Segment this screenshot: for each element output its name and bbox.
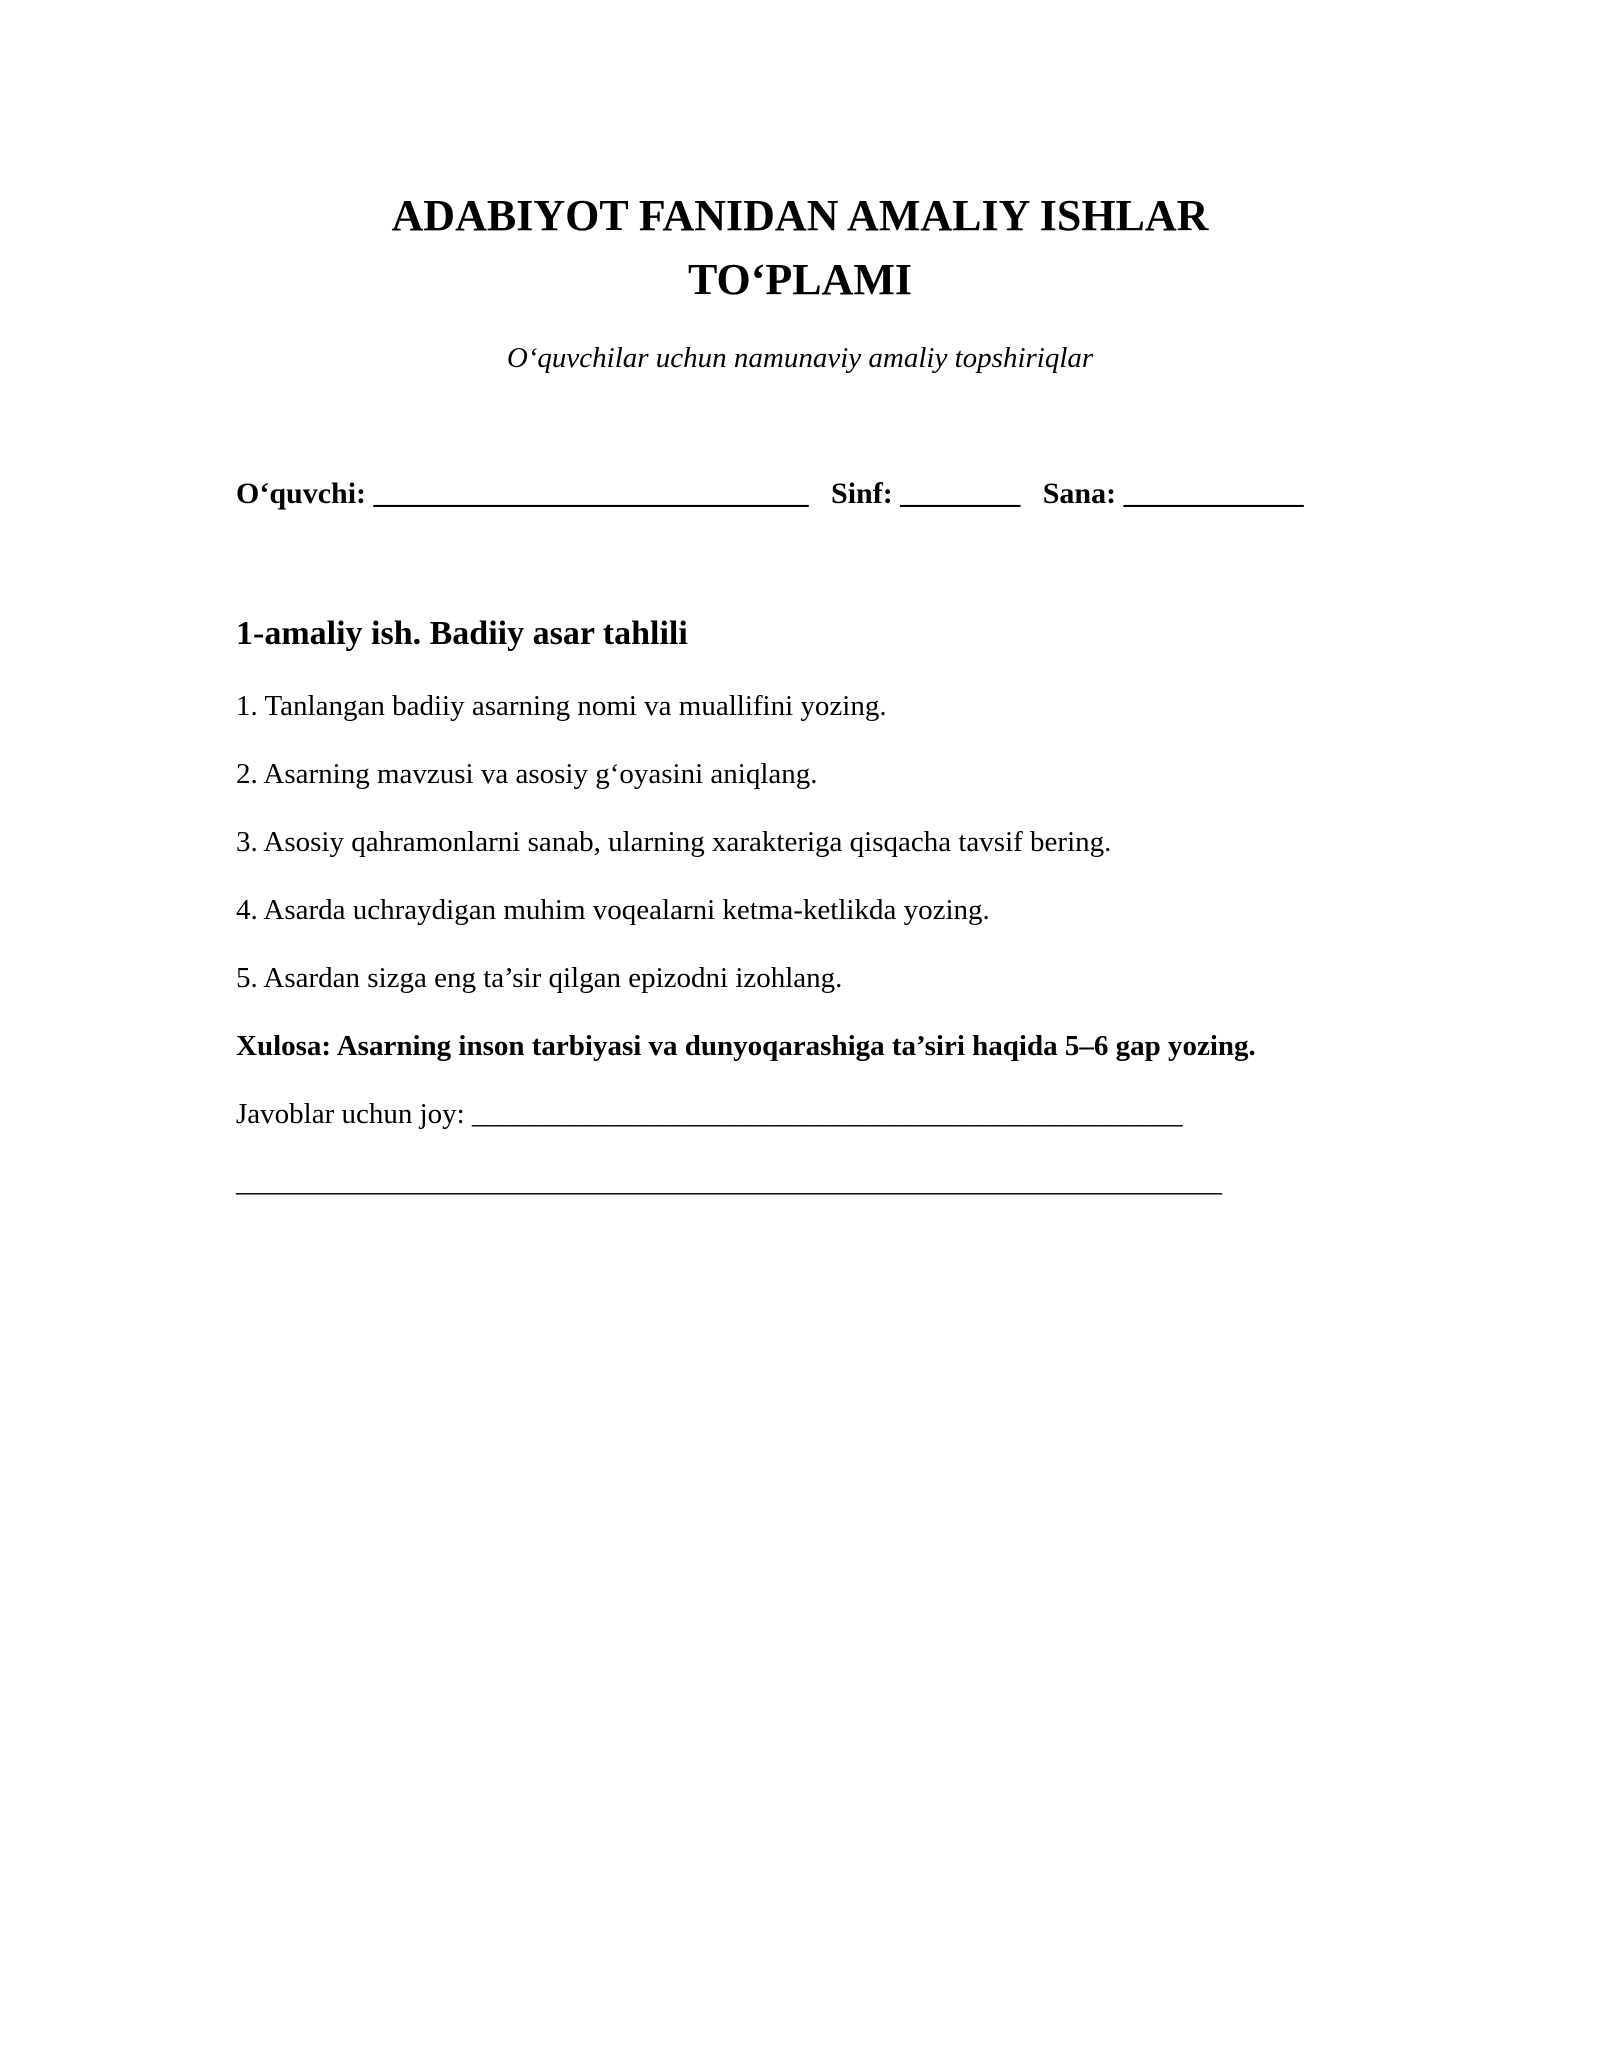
date-label: Sana: bbox=[1042, 477, 1117, 510]
answer-line bbox=[236, 1094, 1182, 1134]
answer-blank: _________________________________________________ bbox=[471, 1098, 1183, 1130]
document-title-line2: TO‘PLAMI bbox=[687, 255, 913, 304]
task-item-1: 1. Tanlangan badiiy asarning nomi va muallifini yozing. bbox=[236, 690, 887, 722]
document-title-line1: ADABIYOT FANIDAN AMALIY ISHLAR bbox=[391, 191, 1209, 240]
section-heading: 1-amaliy ish. Badiiy asar tahlili bbox=[236, 615, 688, 652]
task-item-3: 3. Asosiy qahramonlarni sanab, ularning xarakteriga qisqacha tavsif bering. bbox=[236, 826, 1112, 858]
class-blank: ________ bbox=[900, 477, 1021, 510]
task-item-5: 5. Asardan sizga eng ta’sir qilgan epizodni izohlang. bbox=[236, 962, 843, 994]
class-label: Sinf: bbox=[831, 477, 893, 510]
answer-line-2: ____________________________________________________________________ bbox=[236, 1166, 1222, 1198]
task-item-4: 4. Asarda uchraydigan muhim voqealarni ketma-ketlikda yozing. bbox=[236, 894, 990, 926]
student-info-line bbox=[236, 472, 1304, 516]
conclusion-text: Xulosa: Asarning inson tarbiyasi va dunyoqarashiga ta’siri haqida 5–6 gap yozing. bbox=[236, 1030, 1256, 1062]
student-label: O‘quvchi: bbox=[236, 477, 367, 510]
student-name-blank: _____________________________ bbox=[373, 477, 809, 510]
document-subtitle: O‘quvchilar uchun namunaviy amaliy topshiriqlar bbox=[506, 342, 1094, 374]
date-blank: ____________ bbox=[1123, 477, 1304, 510]
task-item-2: 2. Asarning mavzusi va asosiy g‘oyasini aniqlang. bbox=[236, 758, 818, 790]
answer-label: Javoblar uchun joy: bbox=[236, 1098, 465, 1130]
